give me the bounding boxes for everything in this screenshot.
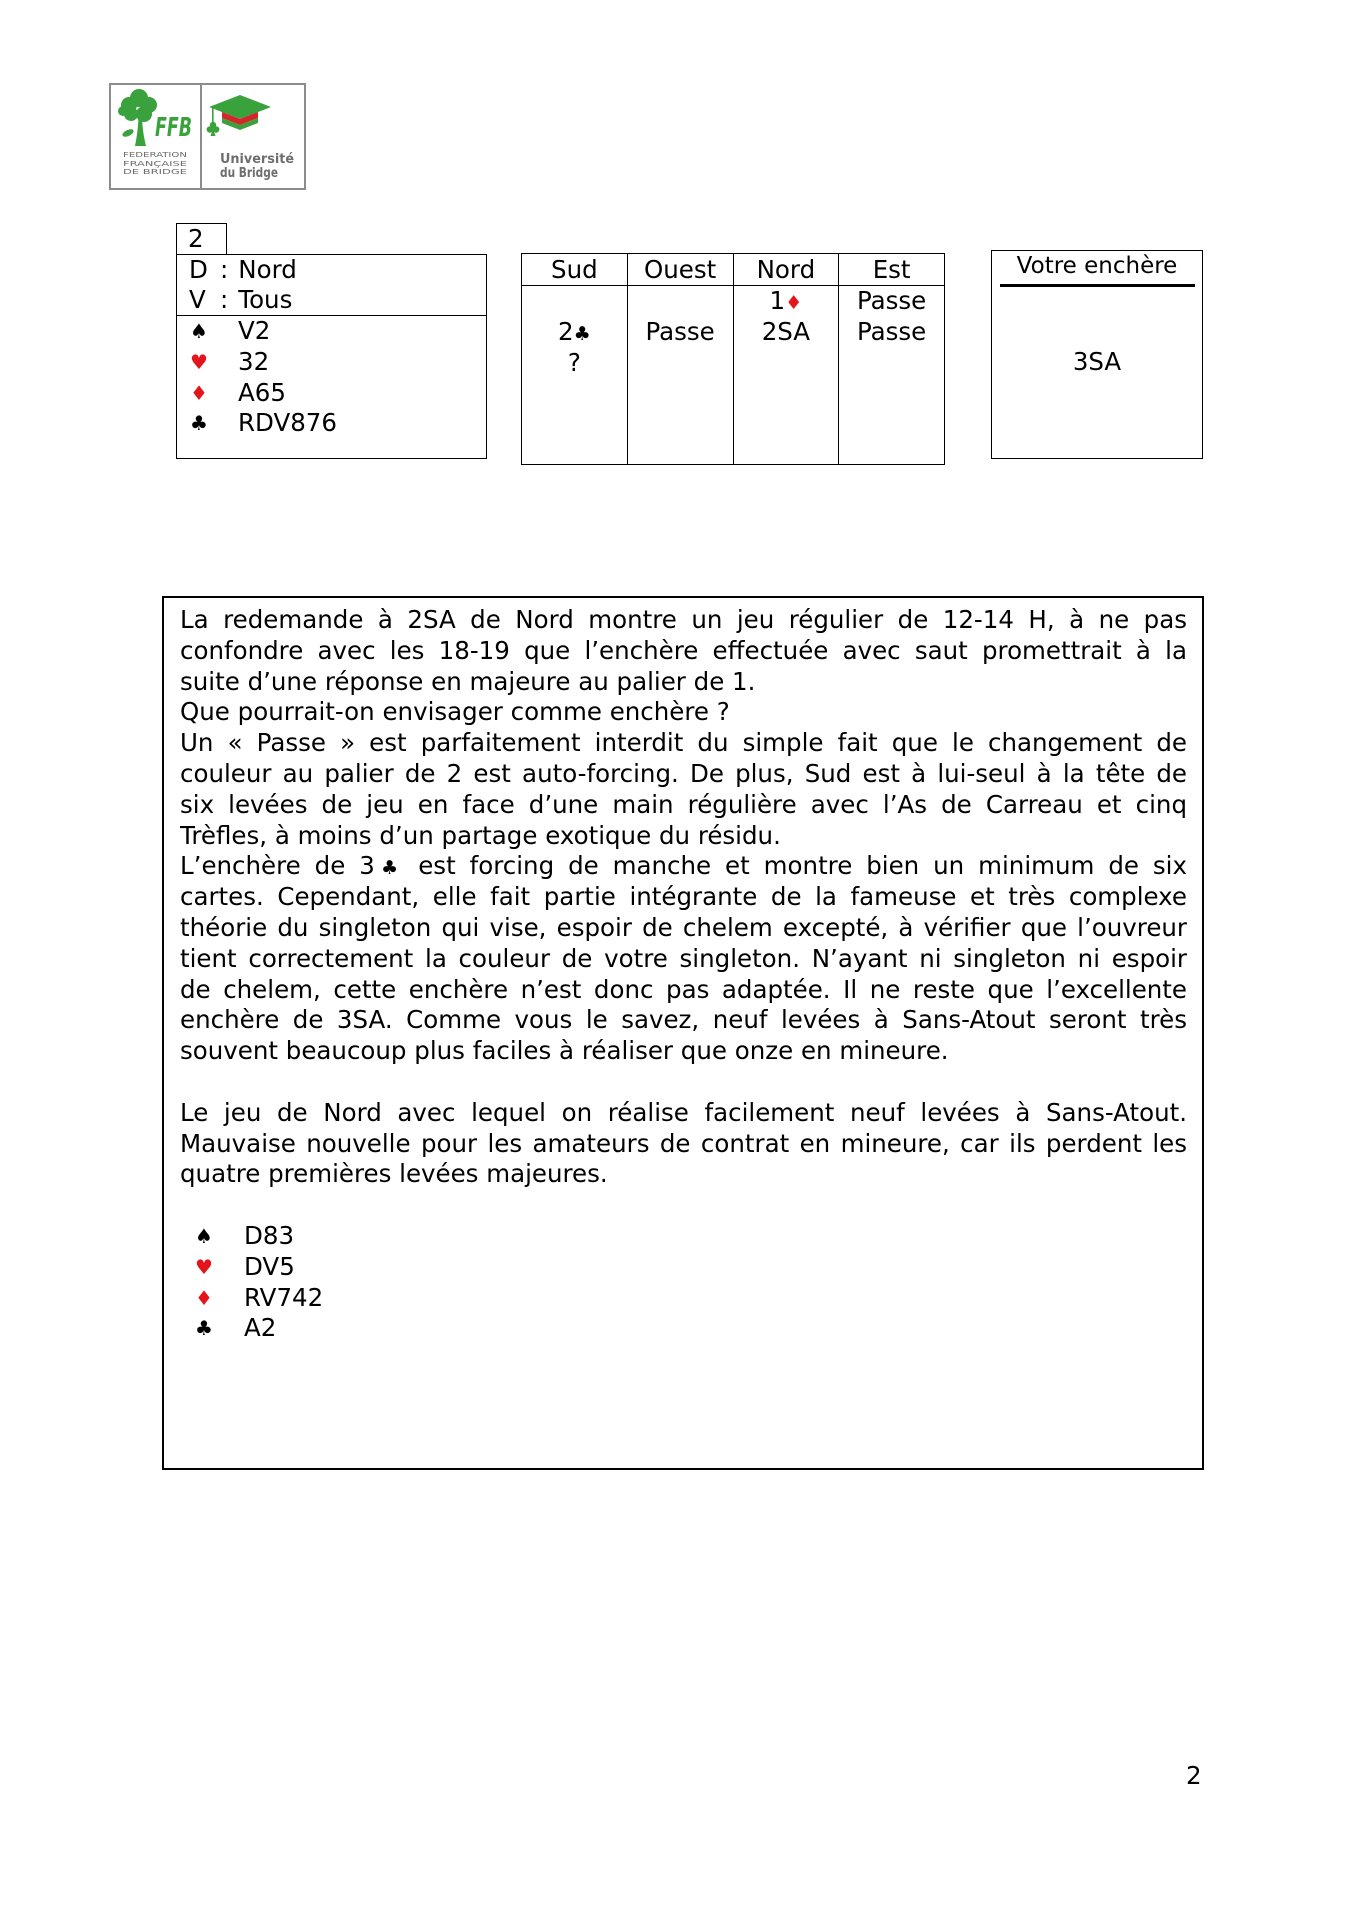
federation-text: DE BRIDGE [123,168,187,176]
dealer-value: Nord [238,255,297,284]
vulnerability-label: V [189,285,206,314]
logo-graphic [109,83,306,190]
north-suit-row [180,1221,1187,1252]
auction-header-est: Est [839,254,944,286]
universite-text: du Bridge [220,166,279,181]
explanation-paragraph [180,605,1187,1067]
auction-column-nord [733,254,839,464]
dealer-label: D [189,255,208,284]
auction-bid: ? [567,347,581,377]
diamond-cards: A65 [238,377,286,407]
club-icon: ♣ [195,1316,213,1341]
heart-icon: ♥ [190,349,208,374]
north-suit-row [180,1283,1187,1314]
deal-number: 2 [176,223,227,255]
auction-table [521,253,945,465]
text-line: Trèfles, à moins d’un partage exotique du résidu. [180,820,781,850]
auction-column-ouest [627,254,733,464]
club-cards: A2 [244,1313,277,1343]
text-line: six levées de jeu en face d’une main régulière avec l’As de Carreau et cinq [180,789,1187,819]
vulnerability-separator: : [220,285,229,314]
diamond-icon: ♦ [785,291,803,314]
text-line: suite d’une réponse en majeure au palier de 1. [180,666,756,696]
explanation-paragraph [180,1098,1187,1190]
text-line: couleur au palier de 2 est auto-forcing. De plus, Sud est à lui-seul à la tête de [180,758,1187,788]
hand-box [176,254,487,459]
answer-underline [1000,284,1195,287]
spade-cards: D83 [244,1220,295,1250]
north-suit-row [180,1252,1187,1283]
club-cards: RDV876 [238,408,337,438]
auction-bid: Passe [856,286,927,315]
federation-text: FEDERATION [123,151,187,159]
text-line: de chelem, cette enchère n’est donc pas adaptée. Il ne reste que l’excellente [180,974,1187,1004]
text-line: théorie du singleton qui vise, espoir de chelem excepté, à vérifier que l’ouvreur [180,912,1187,942]
auction-bid [734,348,839,379]
text-line: tient correctement la couleur de votre singleton. N’ayant ni singleton ni espoir [180,943,1187,973]
text-line: Le jeu de Nord avec lequel on réalise facilement neuf levées à Sans-Atout. [180,1097,1187,1127]
heart-icon: ♥ [195,1254,213,1279]
text-line: Que pourrait-on envisager comme enchère ? [180,697,730,727]
answer-box [991,250,1203,459]
text-line: Mauvaise nouvelle pour les amateurs de contrat en mineure, car ils perdent les [180,1128,1187,1158]
diamond-icon: ♦ [195,1285,213,1310]
auction-bid: Passe [856,316,927,346]
text-line: quatre premières levées majeures. [180,1159,608,1189]
north-suit-row [180,1313,1187,1344]
spade-icon: ♠ [195,1223,213,1248]
answer-title: Votre enchère [1016,253,1178,279]
page-number: 2 [1186,1761,1202,1790]
vulnerability-value: Tous [238,285,293,314]
hand-suit-row [177,347,486,378]
hand-suit-row [177,408,486,439]
heart-cards: 32 [238,346,270,376]
text-line: confondre avec les 18-19 que l’enchère effectuée avec saut promettrait à la [180,635,1187,665]
universite-text: Université [220,152,295,167]
spade-icon: ♠ [190,319,208,343]
text-line: cartes. Cependant, elle fait partie intégrante de la fameuse et très complexe [180,882,1187,912]
auction-bid [628,286,733,317]
auction-header-nord: Nord [734,254,839,286]
vulnerability-row [177,285,486,315]
club-icon: ♣ [190,411,208,436]
answer-bid: 3SA [1072,347,1122,376]
text-line: souvent beaucoup plus faciles à réaliser que onze en mineure. [180,1036,949,1066]
text-line: Un « Passe » est parfaitement interdit du simple fait que le changement de [180,728,1187,758]
dealer-row [177,255,486,285]
auction-bid [839,348,944,379]
dealer-separator: : [220,255,229,284]
logo [109,83,306,190]
diamond-icon: ♦ [190,380,208,405]
auction-header-ouest: Ouest [628,254,733,286]
auction-column-sud [522,254,627,464]
club-icon: ♣ [573,321,591,345]
text-line: L’enchère de 3♣ est forcing de manche et montre bien un minimum de six [180,851,1187,881]
explanation-box [162,596,1204,1470]
auction-bid [522,286,627,317]
north-hand [180,1221,1187,1344]
auction-bid: Passe [645,316,715,346]
ffb-wordmark: FFB [155,113,192,143]
diamond-cards: RV742 [244,1282,324,1312]
text-line: La redemande à 2SA de Nord montre un jeu régulier de 12-14 H, à ne pas [180,605,1187,634]
hand-suit-row [177,378,486,409]
auction-bid: 2SA [761,316,811,346]
auction-column-est [838,254,944,464]
auction-bid [628,348,733,379]
spade-cards: V2 [238,316,271,345]
federation-text: FRANÇAISE [123,160,187,168]
hand-suit-row [177,316,486,347]
auction-bid: 2♣ [558,316,591,346]
auction-header-sud: Sud [522,254,627,286]
club-icon: ♣ [374,856,405,880]
auction-bid: 1♦ [769,286,803,315]
heart-cards: DV5 [244,1251,295,1281]
deal-info [177,255,486,316]
text-line: enchère de 3SA. Comme vous le savez, neuf levées à Sans-Atout seront très [180,1005,1187,1035]
